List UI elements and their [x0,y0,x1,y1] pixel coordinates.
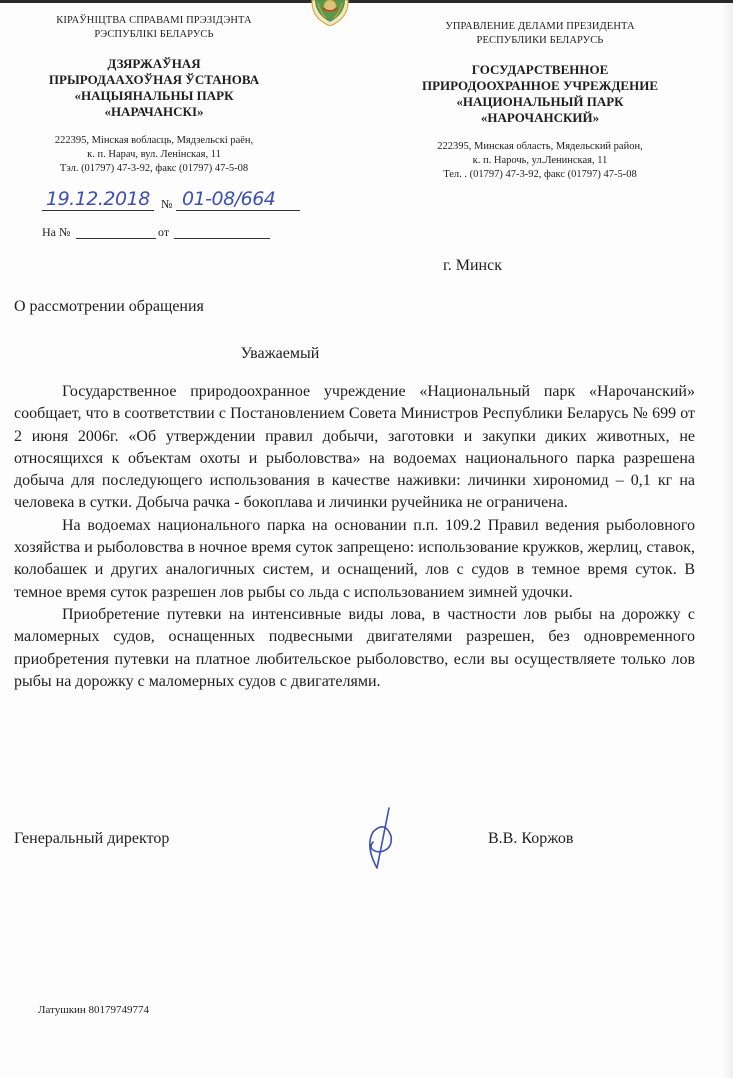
handwritten-number: 01-08/664 [182,188,276,210]
org-name-line: ГОСУДАРСТВЕННОЕ [471,62,609,77]
letterhead-russian [398,20,682,182]
handwritten-date: 19.12.2018 [46,188,150,210]
body-paragraph: Государственное природоохранное учреждение «Национальный парк «Нарочанский» сообщает, что в соответствии с Постановлением Совета Министров Республики Беларусь № 699 от 2 июня 2006г. «Об утверждении правил добычи, заготовки и закупки диких животных, не относящихся к объектам охоты и рыболовства» на водоемах национального парка разрешена добыча для последующего использования в качестве наживки: личинки хирономид – 0,1 кг на человека в сутки. Добыча рачка - бокоплава и личинки ручейника не ограничена. [14,383,695,512]
signatory-name: В.В. Коржов [488,830,574,847]
address-line: 222395, Мінская вобласць, Мядзельскі раён, [54,135,254,146]
address-line: 222395, Минская область, Мядельский район, [437,141,643,152]
ministry-line: КІРАЎНІЦТВА СПРАВАМІ ПРЭЗІДЭНТА [56,15,252,26]
ministry-line: РЕСПУБЛИКИ БЕЛАРУСЬ [476,35,604,46]
letter-body [14,381,695,693]
letterhead-belarusian [28,14,280,176]
signatory-title: Генеральный директор [14,830,170,847]
registration-field [42,188,342,214]
executor-contact: Латушкин 80179749774 [38,1004,150,1016]
org-name-line: «НАЦЫЯНАЛЬНЫ ПАРК [74,88,234,103]
subject-line: О рассмотрении обращения [14,298,204,315]
body-paragraph: Приобретение путевки на интенсивные виды лова, в частности лов рыбы на дорожку с маломерных судов, оснащенных подвесными двигателями разрешен, без одновременного приобретения путевки на платное любительское рыболовство, если вы осуществляете только лов рыбы на дорожку с маломерных судов с двигателями. [14,605,695,690]
phone-line: Тэл. (01797) 47-3-92, факс (01797) 47-5-08 [59,163,249,174]
scan-right-shadow [721,0,733,1078]
greeting-line: Уважаемый [240,345,320,362]
body-paragraph: На водоемах национального парка на основании п.п. 109.2 Правил ведения рыболовного хозяйства и рыболовства в ночное время суток запрещено: использование кружков, жерлиц, ставок, колобашек и других аналогичных систем, и оснащений, лов с судов в темное время суток. В темное время суток разрешен лов рыбы со льда с использованием зимней удочки. [14,516,695,601]
address-line: к. п. Нарочь, ул.Ленинская, 11 [472,155,608,166]
city-line: г. Минск [443,257,502,274]
org-name-line: ПРЫРОДААХОЎНАЯ ЎСТАНОВА [48,72,260,87]
number-label: № [161,197,173,211]
org-name-line: «НАРАЧАНСКІ» [104,104,204,119]
reference-label: На № [42,225,71,239]
ministry-line: РЭСПУБЛІКІ БЕЛАРУСЬ [94,29,214,40]
org-name-line: «НАЦИОНАЛЬНЫЙ ПАРК [456,94,624,109]
from-label: от [158,225,170,239]
state-emblem-icon [309,0,351,26]
address-line: к. п. Нарач, вул. Ленінская, 11 [87,149,221,160]
handwritten-signature-icon [355,806,405,876]
org-name-line: «НАРОЧАНСКИЙ» [480,110,600,125]
org-name-line: ПРИРОДООХРАННОЕ УЧРЕЖДЕНИЕ [421,78,658,93]
scan-top-edge [0,0,733,3]
phone-line: Тел. . (01797) 47-3-92, факс (01797) 47-5-08 [443,169,637,180]
org-name-line: ДЗЯРЖАЎНАЯ [107,56,201,71]
ministry-line: УПРАВЛЕНИЕ ДЕЛАМИ ПРЕЗИДЕНТА [445,21,635,32]
